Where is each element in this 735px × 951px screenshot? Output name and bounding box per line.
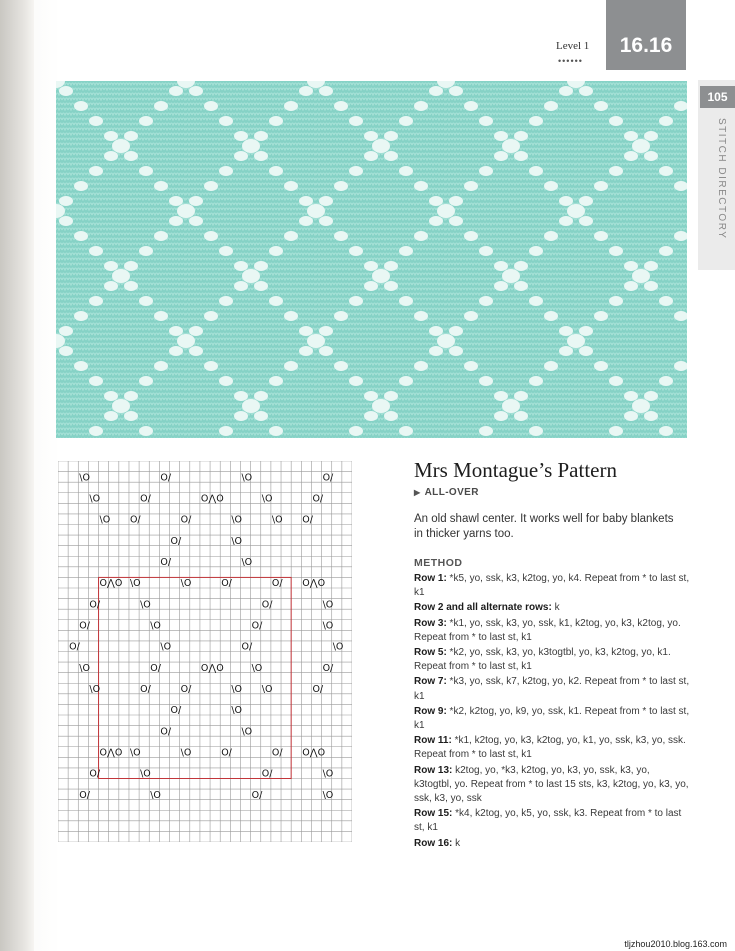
stitch-symbol: O/	[69, 641, 80, 653]
stitch-symbol: \O	[140, 599, 151, 611]
row-label: Row 15:	[414, 808, 453, 820]
stitch-symbol: O/	[170, 705, 182, 717]
row-instruction: *k1, yo, ssk, k3, yo, ssk, k1, k2tog, yo, k3, k2tog, yo. Repeat from * to last st, k1	[414, 617, 681, 643]
stitch-symbol: O/	[271, 578, 283, 590]
stitch-symbol: O⋀O	[200, 493, 224, 505]
stitch-symbol: O/	[241, 641, 253, 653]
stitch-symbol: O/	[160, 726, 172, 738]
stitch-symbol: \O	[231, 535, 243, 547]
method-row	[414, 734, 690, 762]
stitch-symbol: O⋀O	[302, 747, 326, 759]
stitch-symbol: \O	[140, 768, 151, 780]
stitch-symbol: O/	[251, 789, 263, 801]
stitch-symbol: \O	[261, 493, 273, 505]
pattern-title: Mrs Montague’s Pattern	[414, 458, 617, 482]
stitch-symbol: O⋀O	[99, 578, 123, 590]
stitch-symbol: O/	[251, 620, 263, 632]
stitch-symbol: O/	[89, 599, 101, 611]
method-row	[414, 837, 690, 851]
stitch-symbol: \O	[261, 683, 273, 695]
method-row	[414, 807, 690, 835]
method-row	[414, 675, 690, 703]
triangle-icon: ▶	[414, 488, 421, 497]
stitch-symbol: \O	[241, 726, 253, 738]
page-number: 105	[700, 86, 735, 108]
stitch-symbol: O/	[89, 768, 101, 780]
stitch-symbol: \O	[129, 747, 141, 759]
stitch-symbol: \O	[160, 641, 172, 653]
stitch-symbol: \O	[180, 578, 192, 590]
stitch-symbol: O/	[170, 535, 182, 547]
method-row	[414, 646, 690, 674]
pattern-number-tab	[606, 0, 686, 70]
stitch-symbol: \O	[271, 514, 283, 526]
stitch-symbol: O/	[79, 789, 90, 801]
stitch-symbol: O/	[180, 514, 192, 526]
row-label: Row 7:	[414, 676, 447, 688]
stitch-symbol: \O	[322, 620, 334, 632]
difficulty-dots: ••••••	[558, 56, 583, 66]
stitch-symbol: O/	[140, 683, 151, 695]
stitch-symbol: \O	[180, 747, 192, 759]
stitch-symbol: \O	[150, 620, 161, 632]
stitch-symbol: \O	[332, 641, 344, 653]
row-label: Row 13:	[414, 764, 453, 776]
stitch-symbol: O/	[160, 556, 172, 568]
stitch-symbol: O/	[261, 599, 273, 611]
row-instruction: *k5, yo, ssk, k3, k2tog, yo, k4. Repeat from * to last st, k1	[414, 573, 690, 599]
method-heading: METHOD	[414, 557, 463, 569]
stitch-symbol: O/	[221, 747, 232, 759]
stitch-symbol: O/	[322, 472, 334, 484]
stitch-symbol: \O	[241, 472, 253, 484]
row-label: Row 1:	[414, 573, 447, 584]
credit-footer: tljzhou2010.blog.163.com	[624, 939, 727, 949]
row-label: Row 2 and all alternate rows:	[414, 602, 552, 614]
row-instruction: *k3, yo, ssk, k7, k2tog, yo, k2. Repeat from * to last st, k1	[414, 676, 690, 702]
stitch-symbol: O⋀O	[99, 747, 123, 759]
row-instruction: *k2, yo, ssk, k3, yo, k3togtbl, yo, k3, k2tog, yo, k1. Repeat from * to last st, k1	[414, 647, 671, 673]
row-instruction: k	[452, 837, 461, 849]
row-instruction: k2tog, yo, *k3, k2tog, yo, k3, yo, ssk, k3, yo, k3togtbl, yo. Repeat from * to last 15 sts, k3, k2tog, yo, k3, yo, ssk, k3, yo, ssk	[414, 764, 689, 805]
swatch-photo	[56, 81, 687, 438]
stitch-symbol: \O	[79, 472, 90, 484]
stitch-symbol: \O	[89, 493, 101, 505]
method-row	[414, 617, 690, 645]
method-row	[414, 572, 690, 600]
pattern-number: 16.16	[619, 34, 673, 57]
stitch-symbol: \O	[150, 789, 161, 801]
stitch-symbol: \O	[231, 705, 243, 717]
row-instruction: *k4, k2tog, yo, k5, yo, ssk, k3. Repeat from * to last st, k1	[414, 808, 682, 834]
stitch-symbol: O/	[271, 747, 283, 759]
book-gutter	[0, 0, 34, 951]
row-label: Row 11:	[414, 735, 452, 747]
stitch-symbol: \O	[322, 789, 334, 801]
pattern-description: An old shawl center. It works well for baby blankets in thicker yarns too.	[414, 513, 674, 540]
stitch-symbol: \O	[251, 662, 263, 674]
stitch-symbol: O/	[302, 514, 313, 526]
method-rows	[414, 572, 690, 852]
stitch-symbol: O/	[221, 578, 232, 590]
stitch-symbol: O/	[180, 683, 192, 695]
row-instruction: *k1, k2tog, yo, k3, k2tog, yo, k1, yo, ssk, k3, yo, ssk. Repeat from * to last st, k1	[414, 735, 686, 761]
row-label: Row 16:	[414, 837, 453, 849]
method-row	[414, 764, 690, 807]
stitch-symbol: \O	[99, 514, 111, 526]
pattern-category	[414, 487, 479, 498]
stitch-chart	[58, 461, 352, 842]
row-instruction: k	[551, 602, 560, 614]
difficulty-level: Level 1	[556, 40, 590, 52]
stitch-symbol: \O	[89, 683, 101, 695]
stitch-symbol: O/	[79, 620, 90, 632]
row-label: Row 5:	[414, 647, 447, 659]
stitch-symbol: \O	[322, 768, 334, 780]
stitch-symbol: \O	[241, 556, 253, 568]
stitch-symbol: \O	[231, 683, 243, 695]
stitch-symbol: \O	[79, 662, 90, 674]
row-label: Row 3:	[414, 617, 447, 629]
stitch-symbol: \O	[231, 514, 243, 526]
category-label: ALL-OVER	[424, 487, 479, 498]
row-instruction: *k2, k2tog, yo, k9, yo, ssk, k1. Repeat from * to last st, k1	[414, 705, 690, 732]
stitch-symbol: O/	[322, 662, 334, 674]
stitch-symbol: \O	[322, 599, 334, 611]
stitch-symbol: O⋀O	[302, 578, 326, 590]
stitch-symbol: O/	[140, 493, 151, 505]
section-label: STITCH DIRECTORY	[716, 118, 727, 240]
stitch-symbol: O/	[312, 683, 324, 695]
stitch-symbol: O/	[150, 662, 161, 674]
stitch-symbol: O⋀O	[200, 662, 224, 674]
stitch-symbol: O/	[312, 493, 324, 505]
stitch-symbol: O/	[160, 472, 172, 484]
stitch-symbol: O/	[261, 768, 273, 780]
method-row	[414, 601, 690, 615]
lace-texture	[56, 81, 687, 438]
method-row	[414, 705, 690, 733]
row-label: Row 9:	[414, 705, 447, 717]
stitch-symbol: O/	[129, 514, 141, 526]
stitch-symbol: \O	[129, 578, 141, 590]
